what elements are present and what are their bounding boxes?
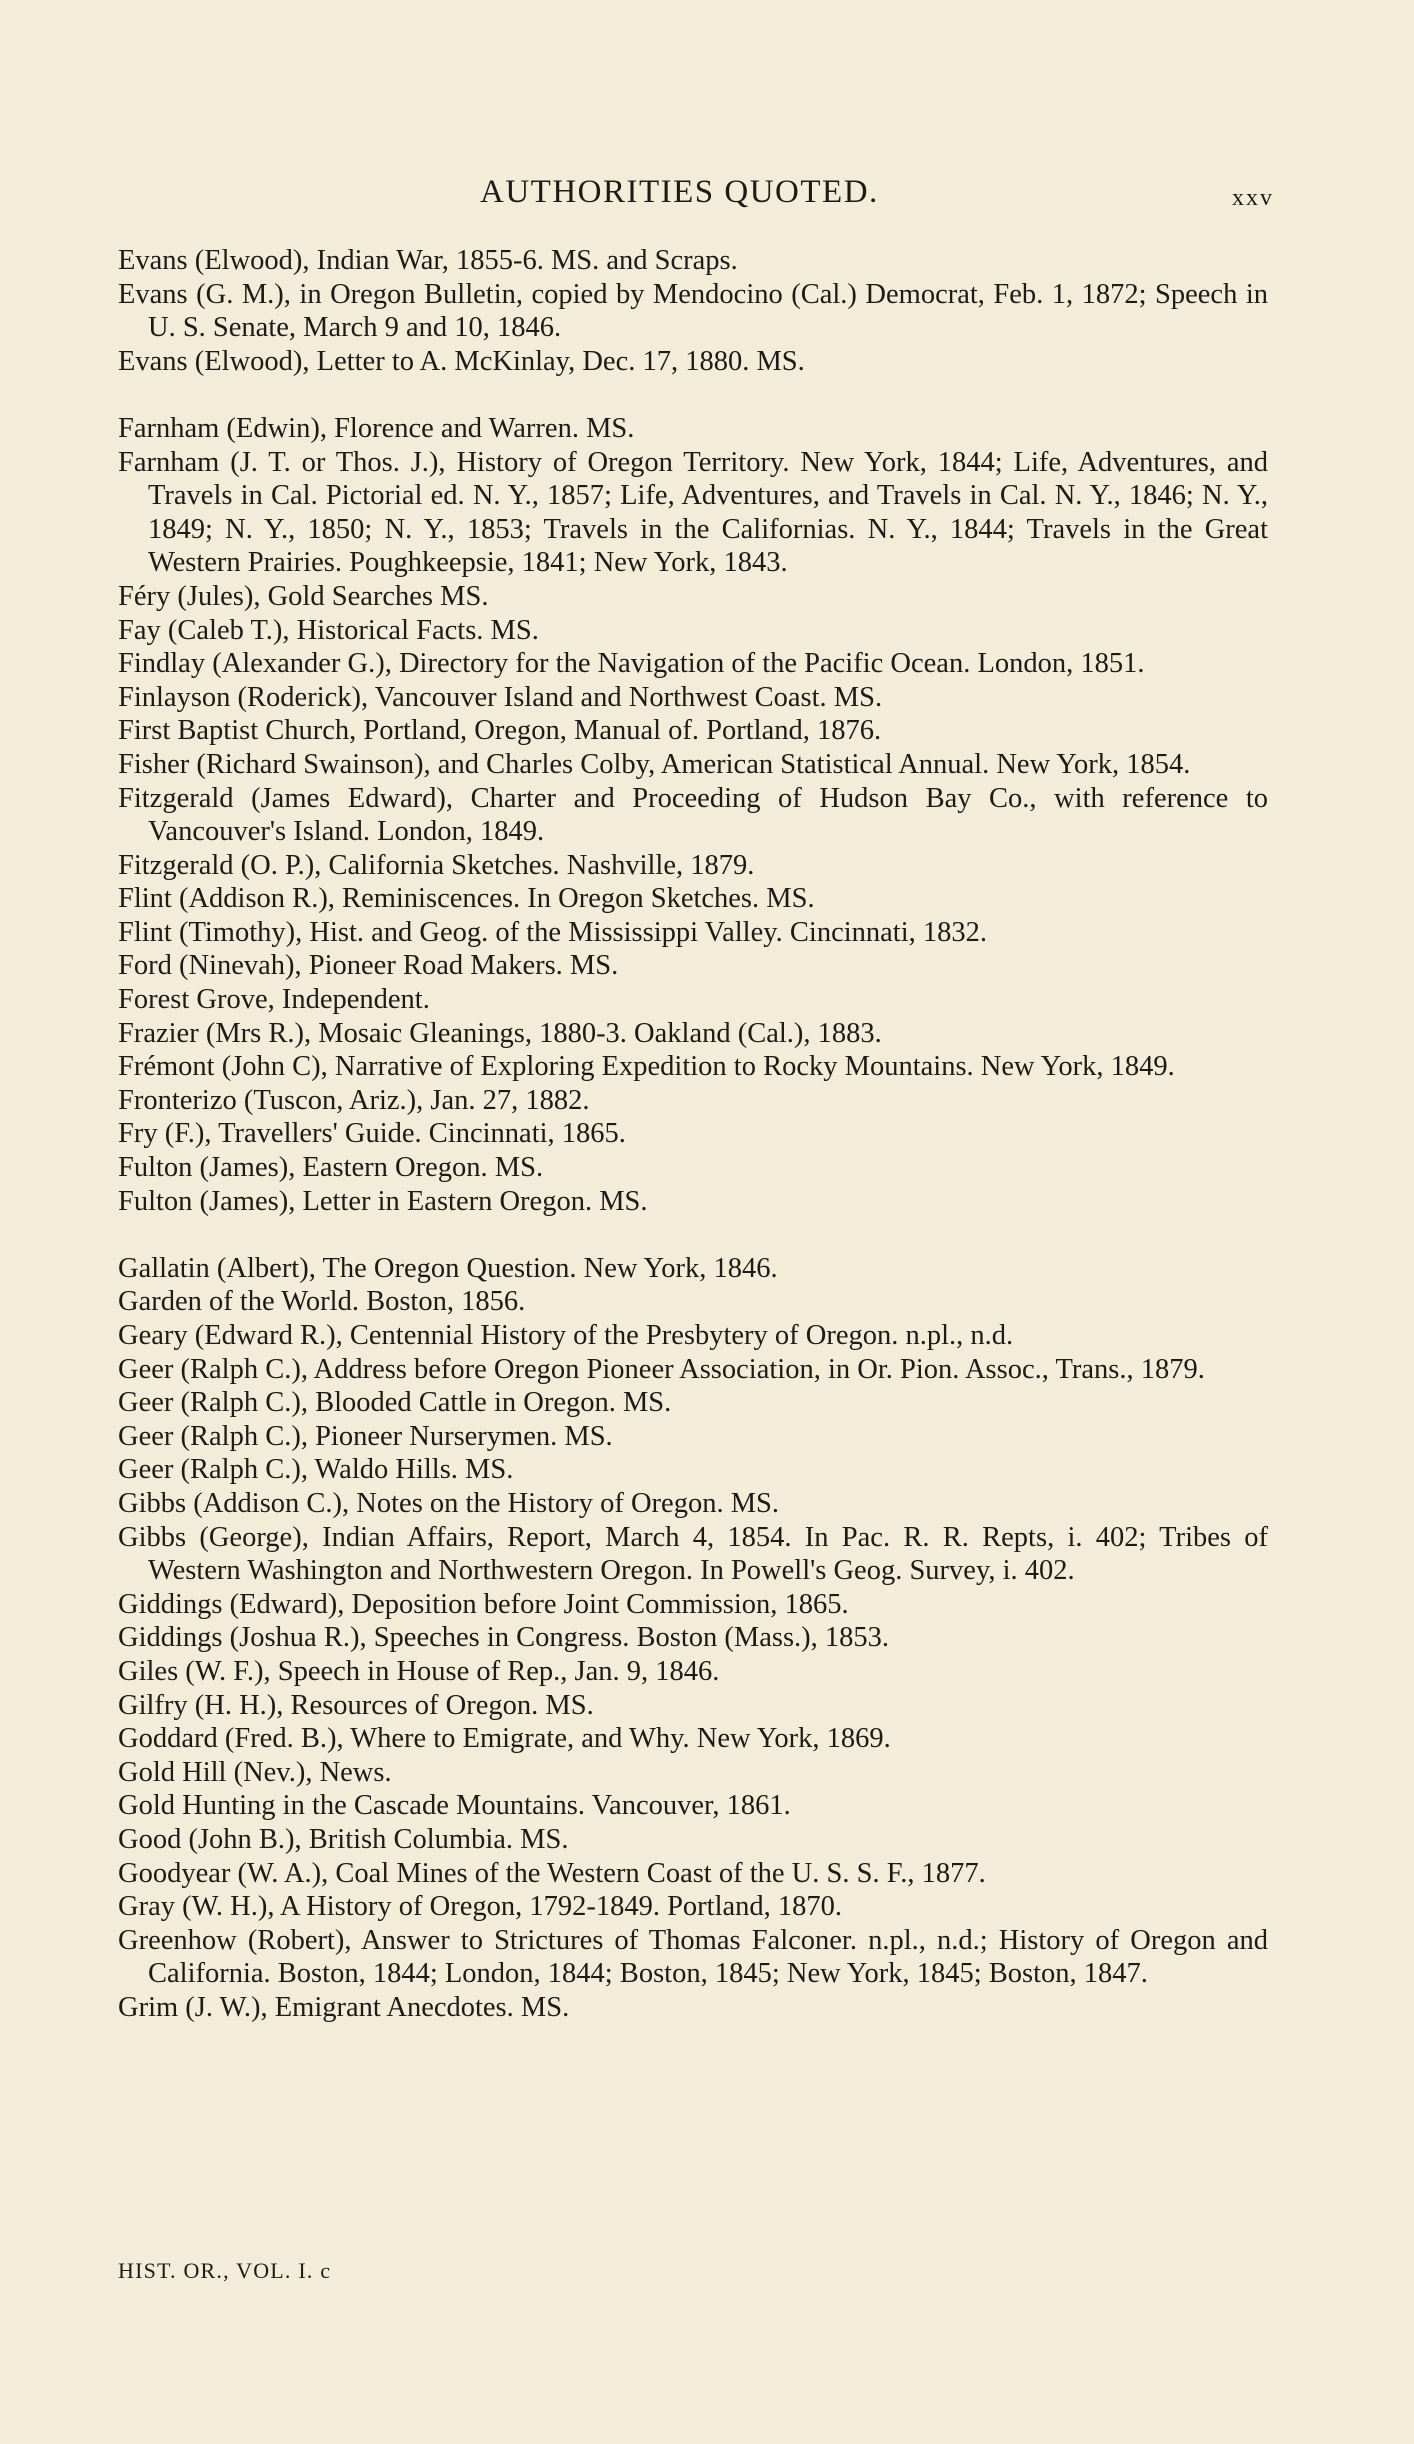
list-item: Ford (Ninevah), Pioneer Road Makers. MS.: [118, 950, 619, 982]
list-item: Frémont (John C), Narrative of Exploring Expedition to Rocky Mountains. New York, 1849.: [118, 1051, 1175, 1083]
list-item: First Baptist Church, Portland, Oregon, Manual of. Portland, 1876.: [118, 715, 882, 747]
list-item: Grim (J. W.), Emigrant Anecdotes. MS.: [118, 1991, 570, 2023]
list-item: Geer (Ralph C.), Pioneer Nurserymen. MS.: [118, 1420, 613, 1452]
list-item: Gilfry (H. H.), Resources of Oregon. MS.: [118, 1689, 594, 1721]
list-item: Geer (Ralph C.), Blooded Cattle in Oregon. MS.: [118, 1387, 672, 1419]
list-item: Gold Hunting in the Cascade Mountains. Vancouver, 1861.: [118, 1790, 791, 1822]
page-header: [0, 168, 1414, 216]
list-item: Evans (Elwood), Letter to A. McKinlay, Dec. 17, 1880. MS.: [118, 345, 805, 377]
list-item: Evans (G. M.), in Oregon Bulletin, copied by Mendocino (Cal.) Democrat, Feb. 1, 1872; Speech in U. S. Senate, March 9 and 10, 1846.: [118, 278, 1268, 344]
list-item: Giddings (Joshua R.), Speeches in Congress. Boston (Mass.), 1853.: [118, 1622, 890, 1654]
list-item: Greenhow (Robert), Answer to Strictures of Thomas Falconer. n.pl., n.d.; History of Oregon and California. Boston, 1844; London, 1844; Boston, 1845; New York, 1845; Boston, 1847.: [118, 1924, 1268, 1990]
list-item: Fry (F.), Travellers' Guide. Cincinnati, 1865.: [118, 1118, 626, 1150]
list-item: Geer (Ralph C.), Waldo Hills. MS.: [118, 1454, 514, 1486]
list-item: Gibbs (Addison C.), Notes on the History of Oregon. MS.: [118, 1487, 780, 1519]
list-item: Goddard (Fred. B.), Where to Emigrate, and Why. New York, 1869.: [118, 1723, 891, 1755]
list-item: Gallatin (Albert), The Oregon Question. New York, 1846.: [118, 1252, 778, 1284]
list-item: Frazier (Mrs R.), Mosaic Gleanings, 1880-3. Oakland (Cal.), 1883.: [118, 1017, 882, 1049]
list-item: Flint (Timothy), Hist. and Geog. of the Mississippi Valley. Cincinnati, 1832.: [118, 916, 987, 948]
list-item: Fitzgerald (James Edward), Charter and Proceeding of Hudson Bay Co., with reference to Vancouver's Island. London, 1849.: [118, 782, 1268, 848]
authorities-list: [118, 244, 1268, 2024]
list-item: Geer (Ralph C.), Address before Oregon Pioneer Association, in Or. Pion. Assoc., Trans., 1879.: [118, 1353, 1205, 1385]
list-item: Gibbs (George), Indian Affairs, Report, March 4, 1854. In Pac. R. R. Repts, i. 402; Tribes of Western Washington and Northwestern Oregon. In Powell's Geog. Survey, i. 402.: [118, 1521, 1268, 1587]
page-number: xxv: [1232, 185, 1274, 211]
footer-signature: HIST. OR., VOL. I. c: [118, 2258, 332, 2283]
list-item: Fulton (James), Letter in Eastern Oregon. MS.: [118, 1185, 648, 1217]
list-item: Fulton (James), Eastern Oregon. MS.: [118, 1152, 544, 1184]
list-item: Findlay (Alexander G.), Directory for the Navigation of the Pacific Ocean. London, 1851.: [118, 648, 1145, 680]
list-item: Gray (W. H.), A History of Oregon, 1792-1849. Portland, 1870.: [118, 1891, 843, 1923]
list-item: Giles (W. F.), Speech in House of Rep., Jan. 9, 1846.: [118, 1655, 720, 1687]
list-item: Forest Grove, Independent.: [118, 984, 430, 1016]
running-title: AUTHORITIES QUOTED.: [480, 174, 879, 210]
list-item: Farnham (J. T. or Thos. J.), History of Oregon Territory. New York, 1844; Life, Adventures, and Travels in Cal. Pictorial ed. N. Y., 1857; Life, Adventures, and Travels in Cal. N. Y., 1846; N. Y., 1849; N. Y., 1850; N. Y., 1853; Travels in the Californias. N. Y., 1844; Travels in the Great Western Prairies. Poughkeepsie, 1841; New York, 1843.: [118, 446, 1268, 579]
list-item: Flint (Addison R.), Reminiscences. In Oregon Sketches. MS.: [118, 883, 815, 915]
list-item: Fisher (Richard Swainson), and Charles Colby, American Statistical Annual. New York, 1854.: [118, 748, 1191, 780]
list-item: Fronterizo (Tuscon, Ariz.), Jan. 27, 1882.: [118, 1084, 590, 1116]
list-item: Fitzgerald (O. P.), California Sketches. Nashville, 1879.: [118, 849, 755, 881]
list-item: Geary (Edward R.), Centennial History of the Presbytery of Oregon. n.pl., n.d.: [118, 1320, 1014, 1351]
list-item: Giddings (Edward), Deposition before Joint Commission, 1865.: [118, 1588, 849, 1620]
list-item: Gold Hill (Nev.), News.: [118, 1756, 392, 1788]
list-item: Fay (Caleb T.), Historical Facts. MS.: [118, 614, 539, 646]
list-item: Garden of the World. Boston, 1856.: [118, 1286, 526, 1318]
list-item: Evans (Elwood), Indian War, 1855-6. MS. and Scraps.: [118, 245, 738, 276]
list-item: Goodyear (W. A.), Coal Mines of the Western Coast of the U. S. S. F., 1877.: [118, 1857, 986, 1889]
list-item: Finlayson (Roderick), Vancouver Island and Northwest Coast. MS.: [118, 681, 883, 713]
list-item: Good (John B.), British Columbia. MS.: [118, 1823, 569, 1855]
list-item: Farnham (Edwin), Florence and Warren. MS.: [118, 412, 635, 444]
list-item: Féry (Jules), Gold Searches MS.: [118, 580, 489, 612]
